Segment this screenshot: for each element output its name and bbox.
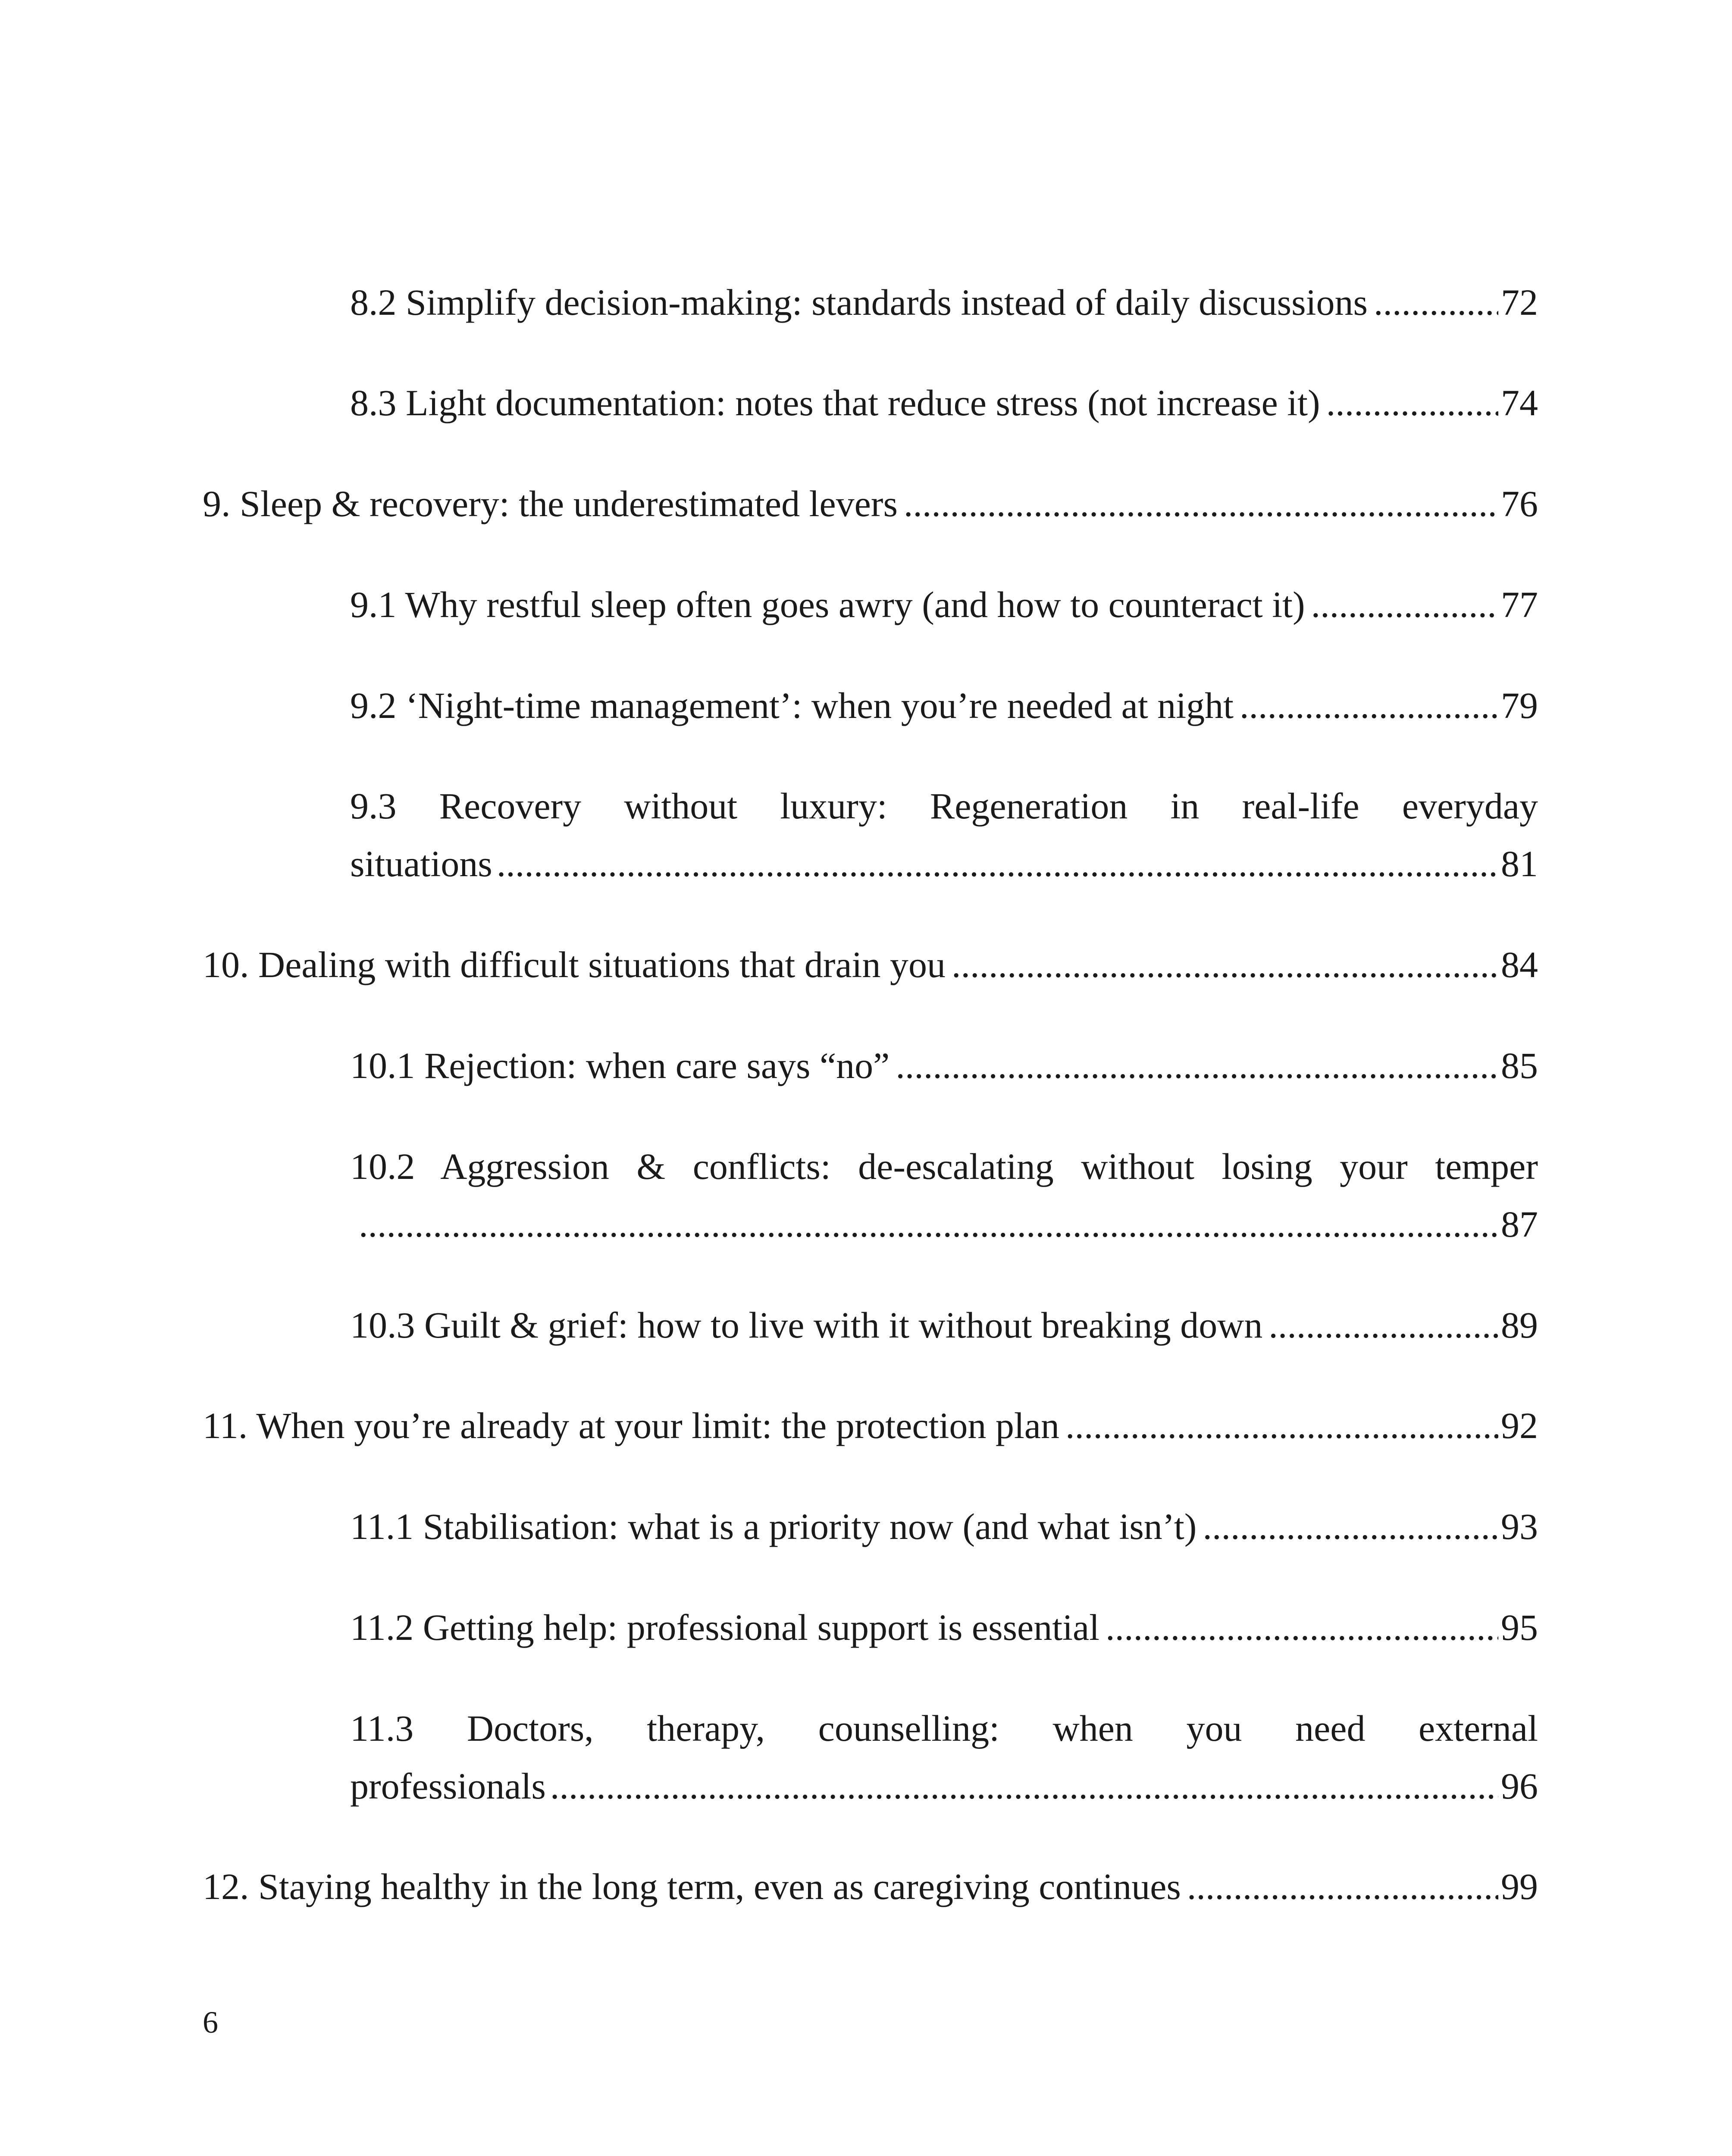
toc-entry-chapter-9[interactable] — [203, 475, 1538, 533]
toc-entry-title: 10.1 Rejection: when care says “no” — [350, 1045, 890, 1086]
dot-leader — [1268, 1296, 1498, 1354]
toc-entry-title: 11. When you’re already at your limit: the protection plan — [203, 1405, 1059, 1446]
dot-leader — [1311, 576, 1498, 633]
dot-leader — [1374, 273, 1498, 331]
toc-entry-title: 9.2 ‘Night-time management’: when you’re needed at night — [350, 685, 1234, 726]
toc-page-number: 87 — [1501, 1203, 1538, 1245]
dot-leader — [1203, 1498, 1498, 1555]
dot-leader — [1106, 1598, 1498, 1656]
toc-entry-9-2[interactable] — [350, 677, 1538, 734]
toc-entry-chapter-11[interactable] — [203, 1397, 1538, 1454]
toc-entry-title: 10.3 Guilt & grief: how to live with it without breaking down — [350, 1304, 1263, 1346]
toc-entry-8-3[interactable] — [350, 374, 1538, 432]
toc-page-number: 81 — [1501, 843, 1538, 884]
toc-entry-title: 11.1 Stabilisation: what is a priority now (and what isn’t) — [350, 1506, 1197, 1547]
toc-entry-10-3[interactable] — [350, 1296, 1538, 1354]
dot-leader — [904, 475, 1498, 533]
toc-entry-11-1[interactable] — [350, 1498, 1538, 1555]
dot-leader — [1065, 1397, 1498, 1454]
toc-entry-title-line-1: 11.3 Doctors, therapy, counselling: when you need external — [350, 1708, 1538, 1749]
dot-leader — [359, 1195, 1498, 1253]
dot-leader — [1240, 677, 1498, 734]
toc-page-number: 74 — [1501, 382, 1538, 423]
toc-entry-title: 9.1 Why restful sleep often goes awry (and how to counteract it) — [350, 584, 1305, 625]
toc-entry-9-1[interactable] — [350, 576, 1538, 633]
toc-entry-10-1[interactable] — [350, 1037, 1538, 1094]
toc-entry-title: 12. Staying healthy in the long term, even as caregiving continues — [203, 1866, 1181, 1907]
toc-entry-title: 8.2 Simplify decision-making: standards instead of daily discussions — [350, 282, 1368, 323]
toc-entry-title: 10. Dealing with difficult situations that drain you — [203, 944, 946, 985]
toc-entry-11-2[interactable] — [350, 1598, 1538, 1656]
dot-leader — [550, 1757, 1498, 1815]
toc-page-number: 76 — [1501, 483, 1538, 524]
toc-entry-title: 11.2 Getting help: professional support is essential — [350, 1607, 1100, 1648]
toc-entry-title-line-2: professionals — [350, 1765, 546, 1807]
toc-page-number: 89 — [1501, 1304, 1538, 1346]
toc-page-number: 93 — [1501, 1506, 1538, 1547]
toc-entry-chapter-10[interactable] — [203, 936, 1538, 993]
toc-entry-title-line-1: 9.3 Recovery without luxury: Regeneration in real-life everyday — [350, 785, 1538, 827]
toc-page-number: 99 — [1501, 1866, 1538, 1907]
toc-page-number: 72 — [1501, 282, 1538, 323]
toc-entry-title: 8.3 Light documentation: notes that reduce stress (not increase it) — [350, 382, 1320, 423]
dot-leader — [1187, 1858, 1498, 1915]
toc-entry-11-3[interactable] — [350, 1699, 1538, 1815]
toc-page-number: 84 — [1501, 944, 1538, 985]
toc-page-number: 85 — [1501, 1045, 1538, 1086]
toc-entry-8-2[interactable] — [350, 273, 1538, 331]
page-number: 6 — [203, 2005, 218, 2040]
toc-page-number: 79 — [1501, 685, 1538, 726]
toc-page-number: 96 — [1501, 1765, 1538, 1807]
dot-leader — [896, 1037, 1498, 1094]
toc-entry-title-line-1: 10.2 Aggression & conflicts: de-escalating without losing your temper — [350, 1146, 1538, 1187]
dot-leader — [1326, 374, 1498, 432]
toc-entry-10-2[interactable] — [350, 1138, 1538, 1253]
toc-page-number: 77 — [1501, 584, 1538, 625]
toc-page-number: 92 — [1501, 1405, 1538, 1446]
toc-entry-title-line-2: situations — [350, 843, 492, 884]
dot-leader — [952, 936, 1498, 993]
toc-entry-title: 9. Sleep & recovery: the underestimated levers — [203, 483, 898, 524]
toc-entry-chapter-12[interactable] — [203, 1858, 1538, 1915]
dot-leader — [497, 835, 1498, 893]
toc-page-number: 95 — [1501, 1607, 1538, 1648]
toc-entry-9-3[interactable] — [350, 777, 1538, 893]
